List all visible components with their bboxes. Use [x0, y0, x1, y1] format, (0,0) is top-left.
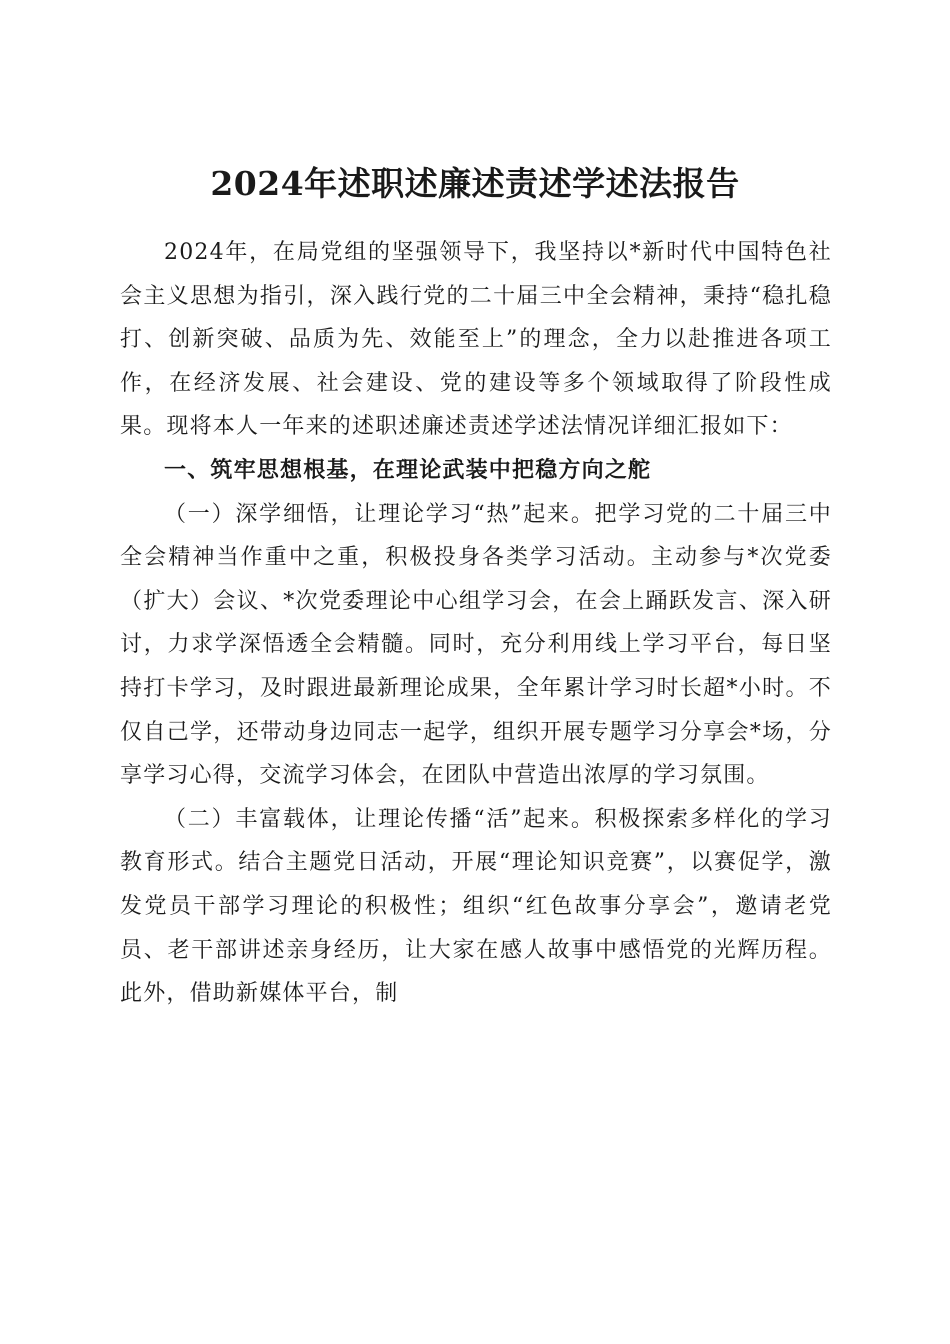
- document-body: [120, 231, 832, 1016]
- document-title: 2024年述职述廉述责述学述法报告: [210, 164, 740, 204]
- intro-paragraph: 2024年，在局党组的坚强领导下，我坚持以*新时代中国特色社会主义思想为指引，深入践行党的二十届三中全会精神，秉持“稳扎稳打、创新突破、品质为先、效能至上”的理念，全力以赴推进各项工作，在经济发展、社会建设、党的建设等多个领域取得了阶段性成果。现将本人一年来的述职述廉述责述学述法情况详细汇报如下：: [120, 240, 832, 440]
- section-paragraph-2: （二）丰富载体，让理论传播“活”起来。积极探索多样化的学习教育形式。结合主题党日活动，开展“理论知识竞赛”，以赛促学，激发党员干部学习理论的积极性；组织“红色故事分享会”，邀请老党员、老干部讲述亲身经历，让大家在感人故事中感悟党的光辉历程。此外，借助新媒体平台，制: [120, 806, 832, 1007]
- section-paragraph-1: （一）深学细悟，让理论学习“热”起来。把学习党的二十届三中全会精神当作重中之重，积极投身各类学习活动。主动参与*次党委（扩大）会议、*次党委理论中心组学习会，在会上踊跃发言、深入研讨，力求学深悟透全会精髓。同时，充分利用线上学习平台，每日坚持打卡学习，及时跟进最新理论成果，全年累计学习时长超*小时。不仅自己学，还带动身边同志一起学，组织开展专题学习分享会*场，分享学习心得，交流学习体会，在团队中营造出浓厚的学习氛围。: [120, 501, 832, 789]
- section-heading: 一、筑牢思想根基，在理论武装中把稳方向之舵: [164, 457, 652, 483]
